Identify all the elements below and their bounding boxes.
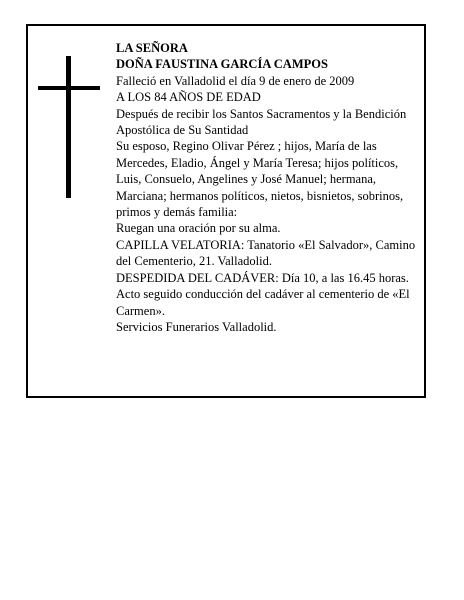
sacraments-paragraph: Después de recibir los Santos Sacramentos y la Bendición Apostólica de Su Santidad [116,106,407,138]
cross-vertical-bar [66,56,71,198]
prayer-line: Ruegan una oración por su alma. [116,221,281,236]
family-paragraph: Su esposo, Regino Olivar Pérez ; hijos, María de las Mercedes, Eladio, Ángel y María Teresa; hijos políticos, Luis, Consuelo, Angelines y José Manuel; hermana, Marciana; hermanos políticos, nietos, bisnietos, sobrinos, primos y demás familia: [116,139,404,220]
age-line: A LOS 84 AÑOS DE EDAD [116,90,261,105]
notice-heading: LA SEÑORA [116,41,188,55]
obituary-notice [26,24,426,398]
notice-body [116,40,416,335]
cross-icon [38,56,100,198]
chapel-paragraph: CAPILLA VELATORIA: Tanatorio «El Salvador», Camino del Cementerio, 21. Valladolid. [116,237,416,269]
deceased-name: DOÑA FAUSTINA GARCÍA CAMPOS [116,57,328,72]
death-line: Falleció en Valladolid el día 9 de enero de 2009 [116,73,355,88]
farewell-paragraph: DESPEDIDA DEL CADÁVER: Día 10, a las 16.45 horas. Acto seguido conducción del cadáver al cementerio de «El Carmen». [116,270,410,318]
cross-horizontal-bar [38,86,100,90]
funeral-services-line: Servicios Funerarios Valladolid. [116,319,277,334]
